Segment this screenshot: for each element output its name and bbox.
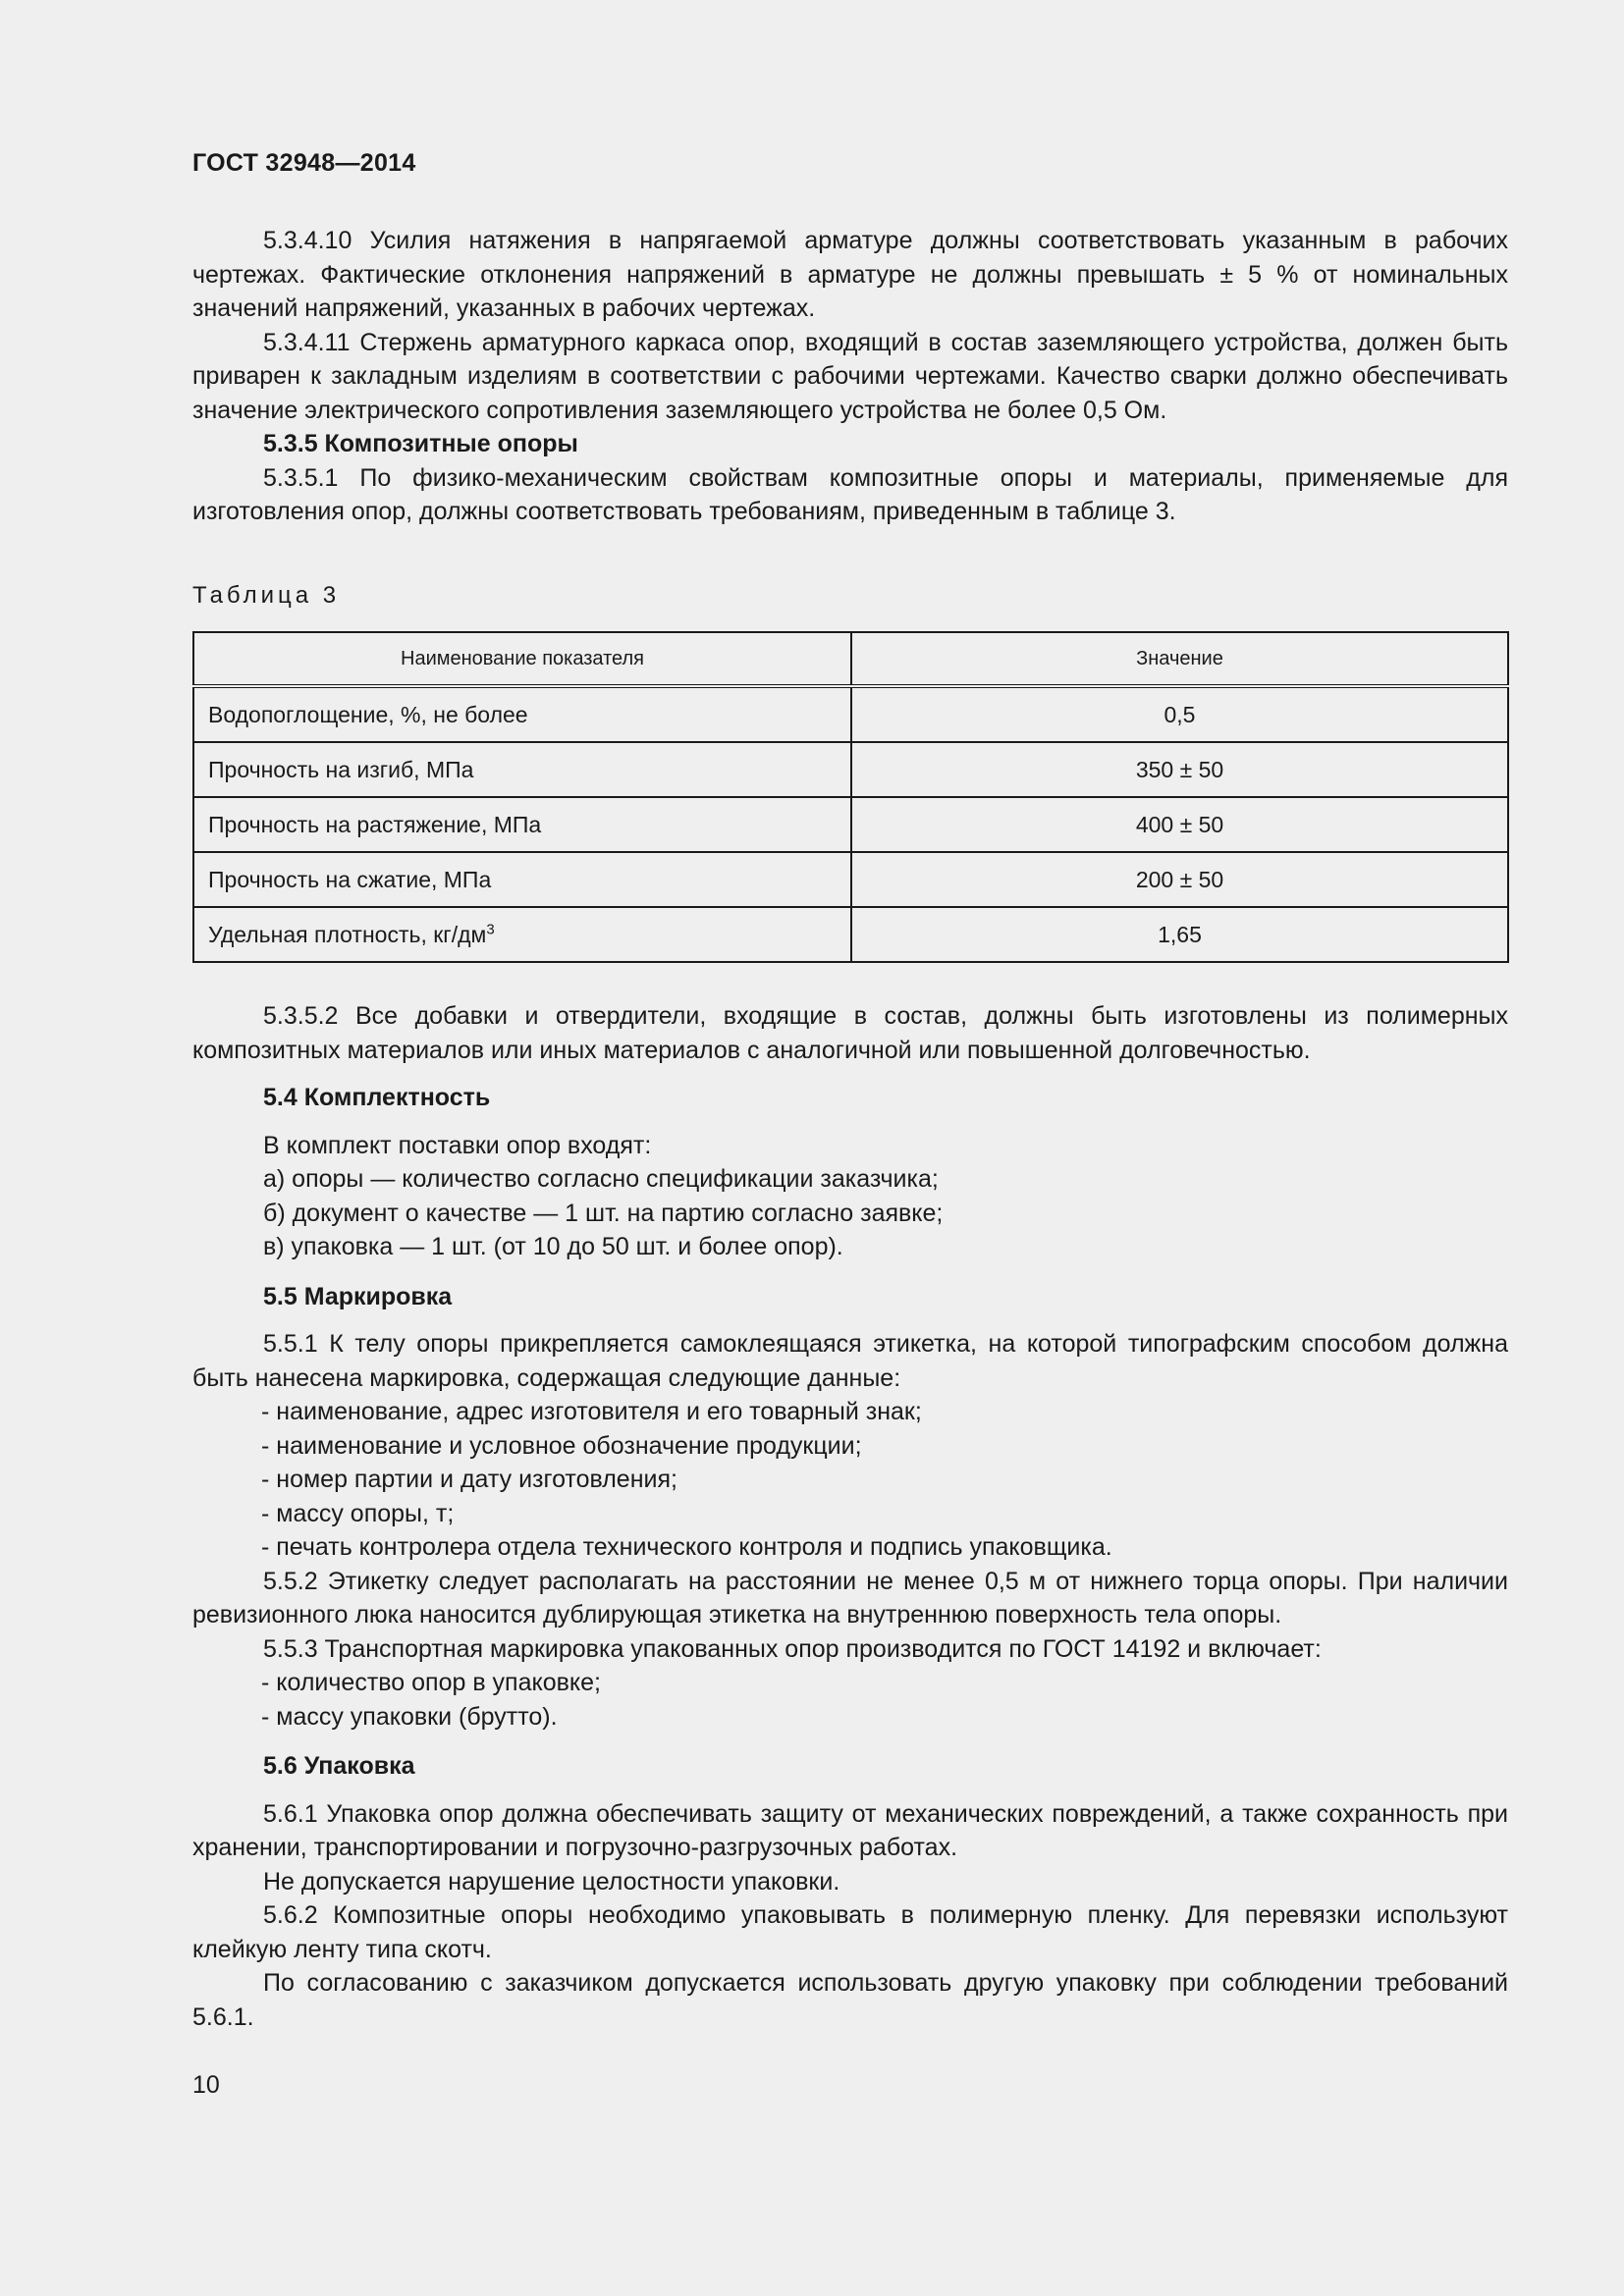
transport-marking-list	[192, 1666, 1508, 1734]
list-item: - массу опоры, т;	[261, 1499, 455, 1527]
heading-5-3-5: 5.3.5 Композитные опоры	[263, 430, 578, 457]
paragraph-delivery-set: В комплект поставки опор входят:	[263, 1131, 652, 1159]
list-item: - наименование и условное обозначение продукции;	[261, 1431, 862, 1460]
row-name: Прочность на изгиб, МПа	[193, 742, 851, 797]
row-name	[193, 907, 851, 962]
table-row	[193, 742, 1508, 797]
row-value: 1,65	[851, 907, 1508, 962]
row-name: Водопоглощение, %, не более	[193, 686, 851, 742]
heading-5-4: 5.4 Комплектность	[263, 1084, 491, 1111]
list-item: - печать контролера отдела технического контроля и подпись упаковщика.	[261, 1533, 1112, 1561]
row-value: 0,5	[851, 686, 1508, 742]
paragraph-5-5-1: 5.5.1 К телу опоры прикрепляется самоклеящаяся этикетка, на которой типографским способом должна быть нанесена маркировка, содержащая следующие данные:	[192, 1330, 1508, 1392]
table-row	[193, 852, 1508, 907]
paragraph-5-5-3: 5.5.3 Транспортная маркировка упакованных опор производится по ГОСТ 14192 и включает:	[263, 1634, 1322, 1663]
table-row	[193, 907, 1508, 962]
list-item: - наименование, адрес изготовителя и его товарный знак;	[261, 1398, 922, 1425]
table-row	[193, 686, 1508, 742]
row-value: 200 ± 50	[851, 852, 1508, 907]
paragraph-integrity: Не допускается нарушение целостности упаковки.	[263, 1867, 840, 1896]
paragraph-5-6-1: 5.6.1 Упаковка опор должна обеспечивать защиту от механических повреждений, а также сохранность при хранении, транспортировании и погрузочно-разгрузочных работах.	[192, 1799, 1508, 1861]
column-header-value: Значение	[851, 632, 1508, 686]
row-name: Прочность на сжатие, МПа	[193, 852, 851, 907]
table-header-row	[193, 632, 1508, 686]
row-value: 400 ± 50	[851, 797, 1508, 852]
paragraph-alternative-packaging: По согласованию с заказчиком допускается использовать другую упаковку при соблюдении требований 5.6.1.	[192, 1969, 1508, 2031]
list-item: - массу упаковки (брутто).	[261, 1702, 558, 1731]
paragraph-5-3-4-10: 5.3.4.10 Усилия натяжения в напрягаемой арматуре должны соответствовать указанным в рабочих чертежах. Фактические отклонения напряжений в арматуре не должны превышать ± 5 % от номинальных значений напряжений, указанных в рабочих чертежах.	[192, 227, 1508, 322]
list-item: в) упаковка — 1 шт. (от 10 до 50 шт. и более опор).	[263, 1233, 843, 1260]
paragraph-5-6-2: 5.6.2 Композитные опоры необходимо упаковывать в полимерную пленку. Для перевязки используют клейкую ленту типа скотч.	[192, 1901, 1508, 1963]
table-3	[192, 631, 1509, 963]
page-number: 10	[192, 2071, 220, 2099]
document-code-header: ГОСТ 32948—2014	[192, 149, 416, 177]
list-item: - количество опор в упаковке;	[261, 1669, 601, 1696]
section-completeness-marking-packaging	[192, 999, 1508, 2034]
paragraph-5-3-5-1: 5.3.5.1 По физико-механическим свойствам композитные опоры и материалы, применяемые для изготовления опор, должны соответствовать требованиям, приведенным в таблице 3.	[192, 463, 1508, 525]
marking-list	[192, 1395, 1508, 1565]
list-item: а) опоры — количество согласно спецификации заказчика;	[263, 1165, 939, 1193]
section-reinforcement-and-composite	[192, 224, 1508, 529]
delivery-list	[192, 1162, 1508, 1264]
list-item: б) документ о качестве — 1 шт. на партию согласно заявке;	[263, 1199, 944, 1227]
heading-5-6: 5.6 Упаковка	[263, 1752, 415, 1780]
paragraph-5-3-4-11: 5.3.4.11 Стержень арматурного каркаса опор, входящий в состав заземляющего устройства, должен быть приварен к закладным изделиям в соответствии с рабочими чертежами. Качество сварки должно обеспечивать значение электрического сопротивления заземляющего устройства не более 0,5 Ом.	[192, 328, 1508, 424]
table-row	[193, 797, 1508, 852]
list-item: - номер партии и дату изготовления;	[261, 1466, 677, 1493]
row-name: Прочность на растяжение, МПа	[193, 797, 851, 852]
row-value: 350 ± 50	[851, 742, 1508, 797]
heading-5-5: 5.5 Маркировка	[263, 1282, 453, 1310]
table-caption: Таблица 3	[192, 582, 341, 609]
column-header-name: Наименование показателя	[193, 632, 851, 686]
paragraph-5-5-2: 5.5.2 Этикетку следует располагать на расстоянии не менее 0,5 м от нижнего торца опоры. При наличии ревизионного люка наносится дублирующая этикетка на внутреннюю поверхность тела опоры.	[192, 1567, 1508, 1629]
unit-superscript: 3	[486, 920, 495, 937]
row-name-text: Удельная плотность, кг/дм	[208, 921, 487, 947]
paragraph-5-3-5-2: 5.3.5.2 Все добавки и отвердители, входящие в состав, должны быть изготовлены из полимерных композитных материалов или иных материалов с аналогичной или повышенной долговечностью.	[192, 1002, 1508, 1064]
